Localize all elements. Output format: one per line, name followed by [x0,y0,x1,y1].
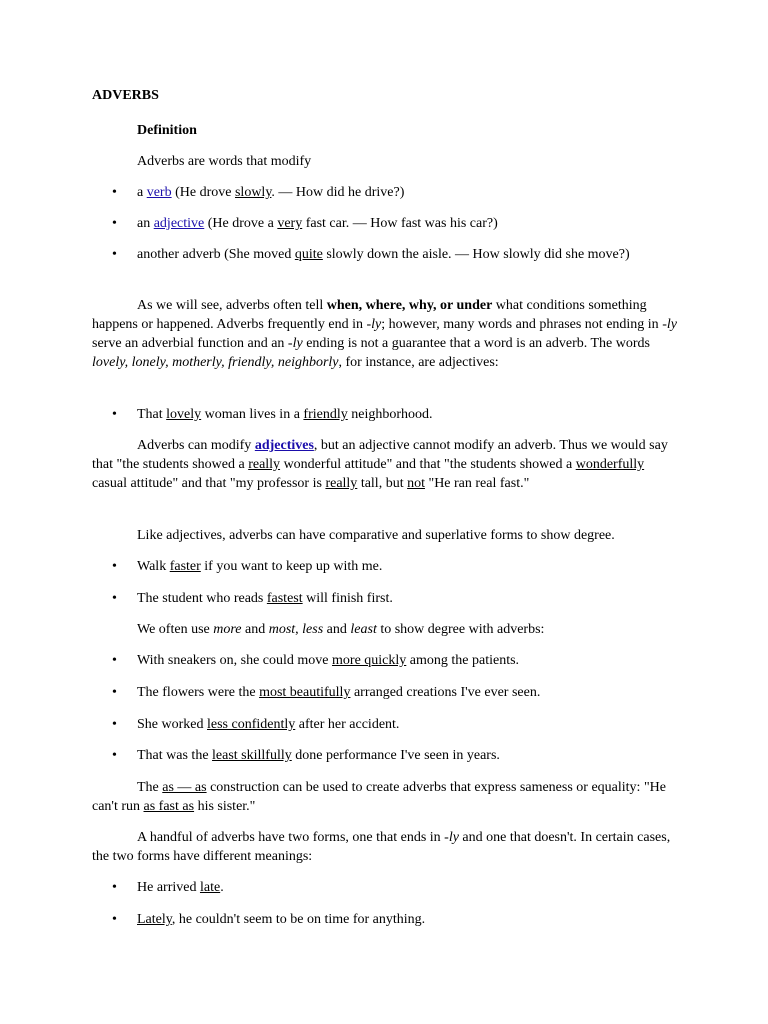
list-item-text: an adjective (He drove a very fast car. — How fast was his car?) [137,216,498,231]
list-item [112,183,672,202]
bullet-icon: • [112,407,117,422]
adjectives-link[interactable]: adjectives [254,438,314,453]
bullet-icon: • [112,185,117,200]
paragraph-two-forms: A handful of adverbs have two forms, one that ends in -ly and one that doesn't. In certain cases, the two forms have different meanings: [92,830,671,864]
list-item-text: The student who reads fastest will finish first. [137,591,393,606]
list-item-text: a verb (He drove slowly. — How did he drive?) [137,185,405,200]
bullet-icon: • [112,247,117,262]
list-item-text: He arrived late. [137,880,224,895]
list-item-text: She worked less confidently after her accident. [137,717,400,732]
list-item [112,245,672,264]
adjective-link[interactable]: adjective [153,216,205,231]
list-item-text: With sneakers on, she could move more quickly among the patients. [137,653,520,668]
list-item-text: That lovely woman lives in a friendly neighborhood. [137,407,433,422]
bullet-icon: • [112,591,117,606]
list-item [112,910,672,929]
list-item-text: The flowers were the most beautifully arranged creations I've ever seen. [137,685,541,700]
bullet-icon: • [112,748,117,763]
bullet-icon: • [112,216,117,231]
list-item [112,878,672,897]
bullet-icon: • [112,685,117,700]
definition-heading: Definition [137,123,197,138]
list-item [112,746,672,765]
list-item-text: another adverb (She moved quite slowly down the aisle. — How slowly did she move?) [137,247,630,262]
list-item [112,651,672,670]
bullet-icon: • [112,880,117,895]
list-item-text: Walk faster if you want to keep up with me. [137,559,383,574]
paragraph-modify-adjectives: Adverbs can modify adjectives, but an adjective cannot modify an adverb. Thus we would say that "the students showed a really wonderful attitude" and that "the students showed a wonderfully casual attitude" and that "my professor is really tall, but not "He ran real fast." [92,438,668,491]
list-item [112,589,672,608]
intro-text: Adverbs are words that modify [137,154,312,169]
bullet-icon: • [112,653,117,668]
bullet-icon: • [112,912,117,927]
paragraph-degree: Like adjectives, adverbs can have comparative and superlative forms to show degree. [137,528,615,543]
list-item [112,683,672,702]
list-item-text: Lately, he couldn't seem to be on time for anything. [137,912,426,927]
page-title: ADVERBS [92,88,159,103]
list-item [112,715,672,734]
paragraph-as-as: The as — as construction can be used to create adverbs that express sameness or equality: "He can't run as fast as his sister." [92,780,666,814]
bullet-icon: • [112,717,117,732]
list-item [112,214,672,233]
list-item-text: That was the least skillfully done performance I've seen in years. [137,748,500,763]
list-item [112,557,672,576]
list-item [112,405,672,424]
paragraph-adverbs-tell: As we will see, adverbs often tell when, where, why, or under what conditions something happens or happened. Adverbs frequently end in -ly; however, many words and phrases not ending in -ly serve an adverbial function and an -ly ending is not a guarantee that a word is an adverb. The words lovely, lonely, motherly, friendly, neighborly, for instance, are adjectives: [92,298,677,370]
verb-link[interactable]: verb [146,185,172,200]
paragraph-more-most: We often use more and most, less and least to show degree with adverbs: [137,622,545,637]
bullet-icon: • [112,559,117,574]
